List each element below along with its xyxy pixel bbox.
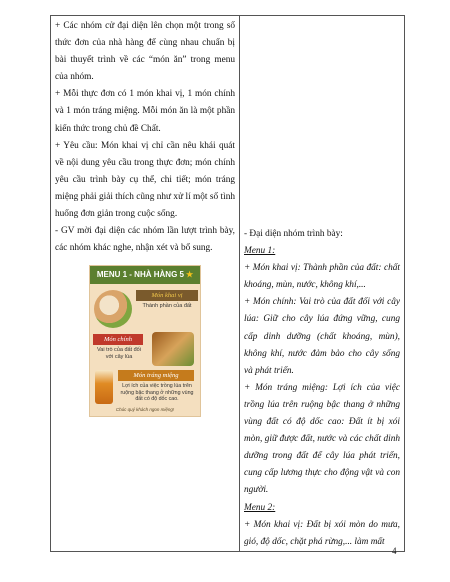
group-presentation-intro: - Đại diện nhóm trình bày: bbox=[244, 229, 343, 239]
paragraph: + Yêu cầu: Món khai vị chỉ cần nêu khái quát về nội dung yêu cầu trong thực đơn; món chính yêu cầu trình bày cụ thể, chi tiết; món tráng miệng phải giải thích cũng như xử lí một số tình huống đơn giản trong cuộc sống. bbox=[55, 140, 235, 220]
dessert-drink-icon bbox=[95, 370, 113, 404]
response-column bbox=[240, 16, 405, 552]
paragraph: - GV mời đại diện các nhóm lần lượt trình bày, các nhóm khác nghe, nhận xét và bổ sung. bbox=[55, 226, 235, 254]
main-course-text: Vai trò của đất đối với cây lúa bbox=[97, 347, 141, 361]
main-course-label: Món chính bbox=[93, 334, 143, 345]
appetizer-text: Thành phần của đất bbox=[142, 303, 192, 310]
appetizer-label: Món khai vị bbox=[136, 290, 198, 301]
appetizer-dish-icon bbox=[94, 290, 132, 328]
menu-card-image bbox=[89, 265, 201, 417]
menu-card-footer: Chúc quý khách ngon miệng! bbox=[115, 407, 175, 413]
dessert-label: Món tráng miệng bbox=[118, 370, 194, 381]
page-number: 4 bbox=[392, 546, 397, 556]
star-icon: ★ bbox=[185, 270, 194, 280]
dessert-text: Lợi ích của việc trồng lúa trên ruộng bậc thang ở những vùng đất có độ dốc cao. bbox=[120, 383, 194, 403]
menu1-item: + Món khai vị: Thành phần của đất: chất khoáng, mùn, nước, không khí,... bbox=[244, 263, 400, 291]
menu1-item: + Món tráng miệng: Lợi ích của việc trồng lúa trên ruộng bậc thang ở những vùng đất có độ dốc cao: Đất ít bị xói mòn, giữ được đất, nước và các chất dinh dưỡng trong đất để cây lúa phát triển, cung cấp lương thực cho động vật và con người. bbox=[244, 382, 400, 496]
menu1-heading: Menu 1: bbox=[244, 246, 276, 257]
activity-column bbox=[51, 16, 240, 552]
menu2-item: + Món khai vị: Đất bị xói mòn do mưa, gió, độ dốc, chặt phá rừng,... làm mất bbox=[244, 519, 400, 547]
menu2-heading: Menu 2: bbox=[244, 502, 276, 513]
paragraph: + Các nhóm cử đại diện lên chọn một trong số thức đơn của nhà hàng để cùng nhau chuẩn bị bài thuyết trình về các “món ăn” trong menu của nhóm. bbox=[55, 21, 235, 83]
paragraph: + Mỗi thực đơn có 1 món khai vị, 1 món chính và 1 món tráng miệng. Mỗi món ăn là một phần kiến thức trong chủ đề Chất. bbox=[55, 89, 235, 134]
main-dish-icon bbox=[152, 332, 194, 366]
menu1-item: + Món chính: Vai trò của đất đối với cây lúa: Giữ cho cây lúa đứng vững, cung cấp dinh dưỡng (chất khoáng, mùn), không khí, nước đảm bảo cho cây sống và phát triển. bbox=[244, 297, 400, 376]
lesson-table bbox=[50, 15, 405, 552]
menu-card-title: MENU 1 - NHÀ HÀNG 5 ★ bbox=[90, 266, 200, 284]
